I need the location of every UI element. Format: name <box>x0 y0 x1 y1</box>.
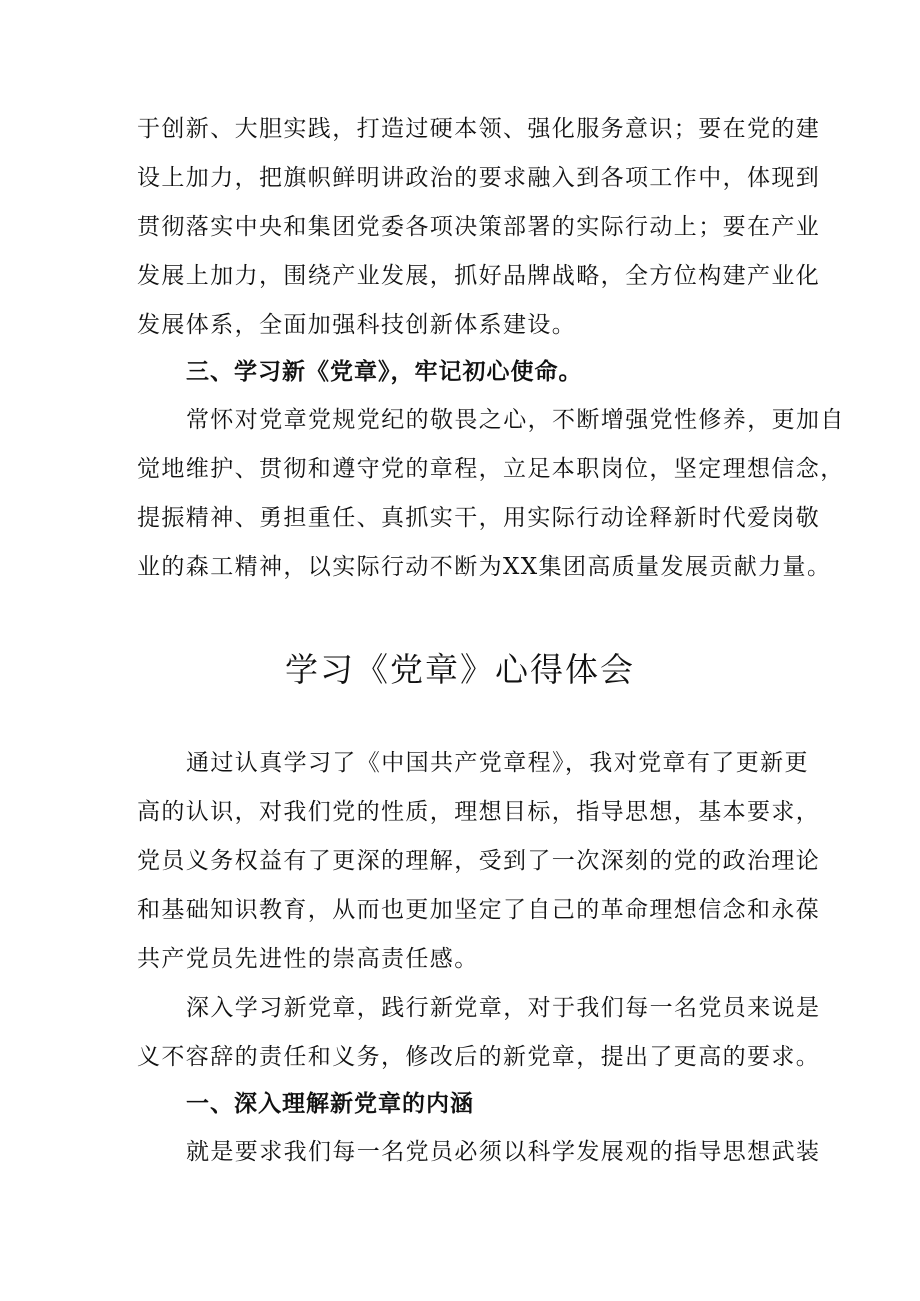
paragraph-line: 提振精神、勇担重任、真抓实干，用实际行动诠释新时代爱岗敬 <box>137 505 821 531</box>
paragraph-line: 和基础知识教育，从而也更加坚定了自己的革命理想信念和永葆 <box>137 897 821 923</box>
paragraph-line: 设上加力，把旗帜鲜明讲政治的要求融入到各项工作中，体现到 <box>137 165 821 191</box>
paragraph-line: 发展上加力，围绕产业发展，抓好品牌战略，全方位构建产业化 <box>137 263 821 289</box>
article-title: 学习《党章》心得体会 <box>285 650 635 689</box>
paragraph-line: 贯彻落实中央和集团党委各项决策部署的实际行动上；要在产业 <box>137 214 821 240</box>
paragraph-line: 业的森工精神，以实际行动不断为XX集团高质量发展贡献力量。 <box>137 554 832 580</box>
paragraph-line: 义不容辞的责任和义务，修改后的新党章，提出了更高的要求。 <box>137 1044 821 1070</box>
paragraph-line: 觉地维护、贯彻和遵守党的章程，立足本职岗位，坚定理想信念， <box>137 456 845 482</box>
paragraph-line: 高的认识，对我们党的性质，理想目标，指导思想，基本要求， <box>137 799 821 825</box>
paragraph-line: 常怀对党章党规党纪的敬畏之心，不断增强党性修养，更加自 <box>186 407 845 433</box>
paragraph-line: 共产党员先进性的崇高责任感。 <box>137 946 479 972</box>
paragraph-line: 就是要求我们每一名党员必须以科学发展观的指导思想武装 <box>186 1139 821 1165</box>
paragraph-line: 于创新、大胆实践，打造过硬本领、强化服务意识；要在党的建 <box>137 116 821 142</box>
section-heading: 一、深入理解新党章的内涵 <box>186 1091 474 1117</box>
paragraph-line: 通过认真学习了《中国共产党章程》，我对党章有了更新更 <box>186 750 809 776</box>
paragraph-line: 深入学习新党章，践行新党章，对于我们每一名党员来说是 <box>186 995 821 1021</box>
section-heading: 三、学习新《党章》，牢记初心使命。 <box>186 359 583 385</box>
paragraph-line: 党员义务权益有了更深的理解，受到了一次深刻的党的政治理论 <box>137 848 821 874</box>
paragraph-line: 发展体系，全面加强科技创新体系建设。 <box>137 312 577 338</box>
